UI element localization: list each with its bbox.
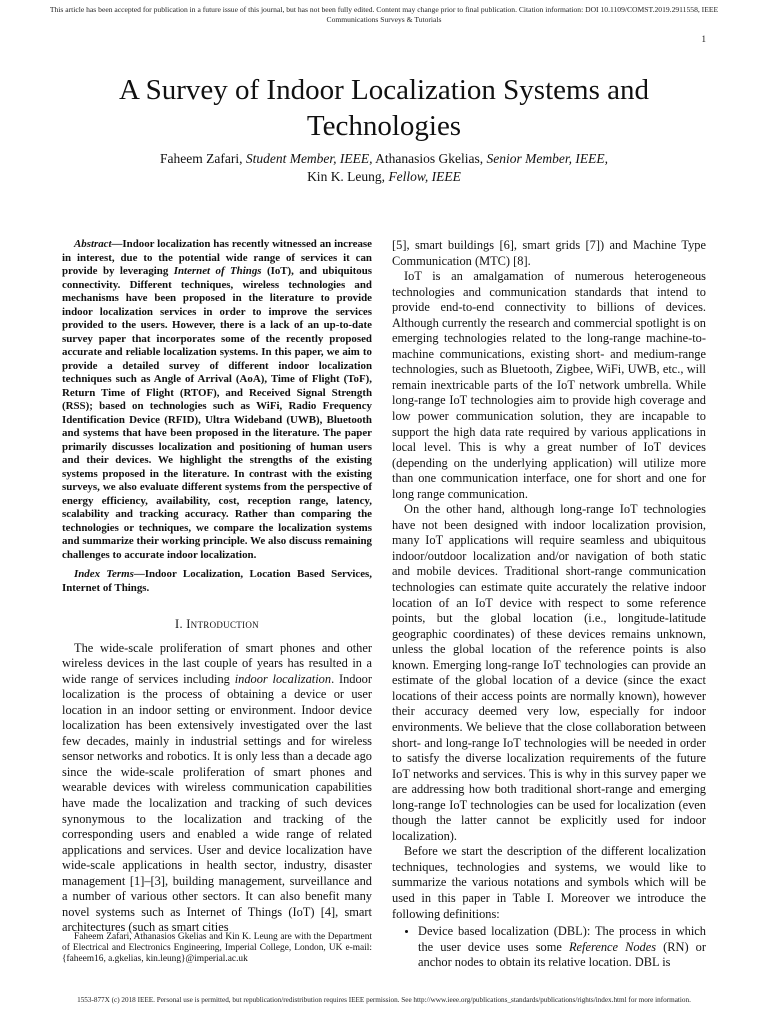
right-column	[392, 238, 706, 971]
abstract-label: Abstract	[74, 238, 112, 250]
author-name: Athanasios Gkelias,	[372, 151, 487, 166]
page-number: 1	[701, 34, 706, 44]
index-terms: Index Terms—Indoor Localization, Location Based Services, Internet of Things.	[62, 568, 372, 594]
intro-paragraph-continued: [5], smart buildings [6], smart grids [7]) and Machine Type Communication (MTC) [8].	[392, 238, 706, 268]
author-name: Faheem Zafari,	[159, 151, 246, 166]
paper-title: A Survey of Indoor Localization Systems and Technologies	[119, 74, 649, 142]
intro-paragraph-2: IoT is an amalgamation of numerous heterogeneous technologies and communication standards that intend to provide end-to-end connectivity to billions of devices. Although currently the research and commercial spotlight is on emerging technologies related to the long-range machine-to-machine communications, existing short- and medium-range technologies, such as Bluetooth, Zigbee, WiFi, UWB, etc., will remain inextricable parts of the IoT network umbrella. While long-range IoT technologies aim to provide high coverage and low power communication solution, they are incapable to support the high data rate required by various applications in local level. This is why a great number of IoT devices (depending on the underlying application) will utilize more than one communication interface, one for short and one for long range communication.	[392, 269, 706, 501]
author-affiliation: Student Member, IEEE,	[245, 151, 373, 166]
left-column	[62, 238, 372, 936]
author-list	[40, 150, 728, 186]
abstract: Abstract—Indoor localization has recently witnessed an increase in interest, due to the potential wide range of services it can provide by leveraging Internet of Things (IoT), and ubiquitous connectivity. Different techniques, wireless technologies and mechanisms have been proposed in the literature to provide indoor localization services in order to improve the services provided to the users. However, there is a lack of an up-to-date survey paper that incorporates some of the recently proposed accurate and reliable localization systems. In this paper, we aim to provide a detailed survey of different indoor localization techniques such as Angle of Arrival (AoA), Time of Flight (ToF), Return Time of Flight (RTOF), and Received Signal Strength (RSS); based on technologies such as WiFi, Radio Frequency Identification Device (RFID), Ultra Wideband (UWB), Bluetooth and systems that have been proposed in the literature. The paper primarily discusses localization and positioning of human users and their devices. We highlight the strengths of the existing systems proposed in the literature. In contrast with the existing surveys, we also evaluate different systems from the perspective of energy efficiency, availability, cost, reception range, latency, scalability and tracking accuracy. Rather than comparing the technologies or techniques, we compare the localization systems and summarize their working principle. We also discuss remaining challenges to accurate indoor localization.	[62, 238, 372, 561]
intro-paragraph-4: Before we start the description of the different localization techniques, technologies and systems, we would like to summarize the various notations and symbols which will be used in this paper in Table I. Moreover we introduce the following definitions:	[392, 844, 706, 921]
definition-list	[392, 924, 706, 971]
intro-paragraph-3: On the other hand, although long-range IoT technologies have not been designed with indoor localization provision, many IoT applications will require seamless and ubiquitous indoor/outdoor localization and/or navigation of both static and mobile devices. Traditional short-range communication technologies can estimate quite accurately the relative indoor location of an IoT device with respect to some reference points, but the global location (i.e., longitude-latitude geographic coordinates) of these devices remains unknown, unless the global location of the reference points is also known. Emerging long-range IoT technologies can provide an estimate of the global location of a device (since the exact locations of their access points are normally known), however their accuracy deemed very low, especially for indoor environments. We believe that the close collaboration between short- and long-range IoT technologies will be needed in order to satisfy the diverse localization requirements of the future IoT networks and services. This is why in this survey paper we are addressing how both traditional short-range and emerging long-range IoT technologies can be used for localization (even though the latter cannot be explicitly used for indoor localization).	[392, 502, 706, 843]
author-name: Kin K. Leung,	[307, 169, 389, 184]
notice-line-1: This article has been accepted for publication in a future issue of this journal, but has not been fully edited. Content may change prior to final publication. Citation information: DOI 10.1109/COMST.2019.2911558, IEEE	[49, 5, 719, 14]
author-footnote: Faheem Zafari, Athanasios Gkelias and Kin K. Leung are with the Department of Electrical and Electronics Engineering, Imperial College, London, UK e-mail: {faheem16, a.gkelias, kin.leung}@imperial.ac.uk	[62, 932, 372, 965]
publication-notice	[0, 5, 768, 25]
author-affiliation: Senior Member, IEEE,	[486, 151, 609, 166]
list-item: • Device based localization (DBL): The process in which the user device uses some Reference Nodes (RN) or anchor nodes to obtain its relative location. DBL is	[418, 924, 706, 971]
abstract-emphasis: Internet of Things	[173, 265, 262, 277]
index-terms-label: Index Terms	[74, 568, 134, 580]
author-line-2	[40, 168, 728, 186]
section-heading-introduction: I. Introduction	[175, 617, 259, 631]
copyright-footer: 1553-877X (c) 2018 IEEE. Personal use is permitted, but republication/redistribution requires IEEE permission. See http://www.ieee.org/publications_standards/publications/rights/index.html for more information.	[77, 996, 691, 1004]
author-line-1	[40, 150, 728, 168]
author-affiliation: Fellow, IEEE	[388, 169, 461, 184]
notice-line-2: Communications Surveys & Tutorials	[326, 15, 442, 24]
intro-paragraph-1: The wide-scale proliferation of smart phones and other wireless devices in the last couple of years has resulted in a wide range of services including indoor localization. Indoor localization is the process of obtaining a device or user location in an indoor setting or environment. Indoor device localization has been extensively investigated over the last few decades, mainly in industrial settings and for wireless sensor networks and robotics. It is only less than a decade ago since the wide-scale proliferation of smart phones and wearable devices with wireless communication capabilities have made the localization and tracking of such devices synonymous to the localization and tracking of the corresponding users and enabled a wide range of related applications and services. User and device localization have wide-scale applications in health sector, industry, disaster management [1]–[3], building management, surveillance and a number of various other sectors. It can also benefit many novel systems such as Internet of Things (IoT) [4], smart architectures (such as smart cities	[62, 640, 373, 935]
